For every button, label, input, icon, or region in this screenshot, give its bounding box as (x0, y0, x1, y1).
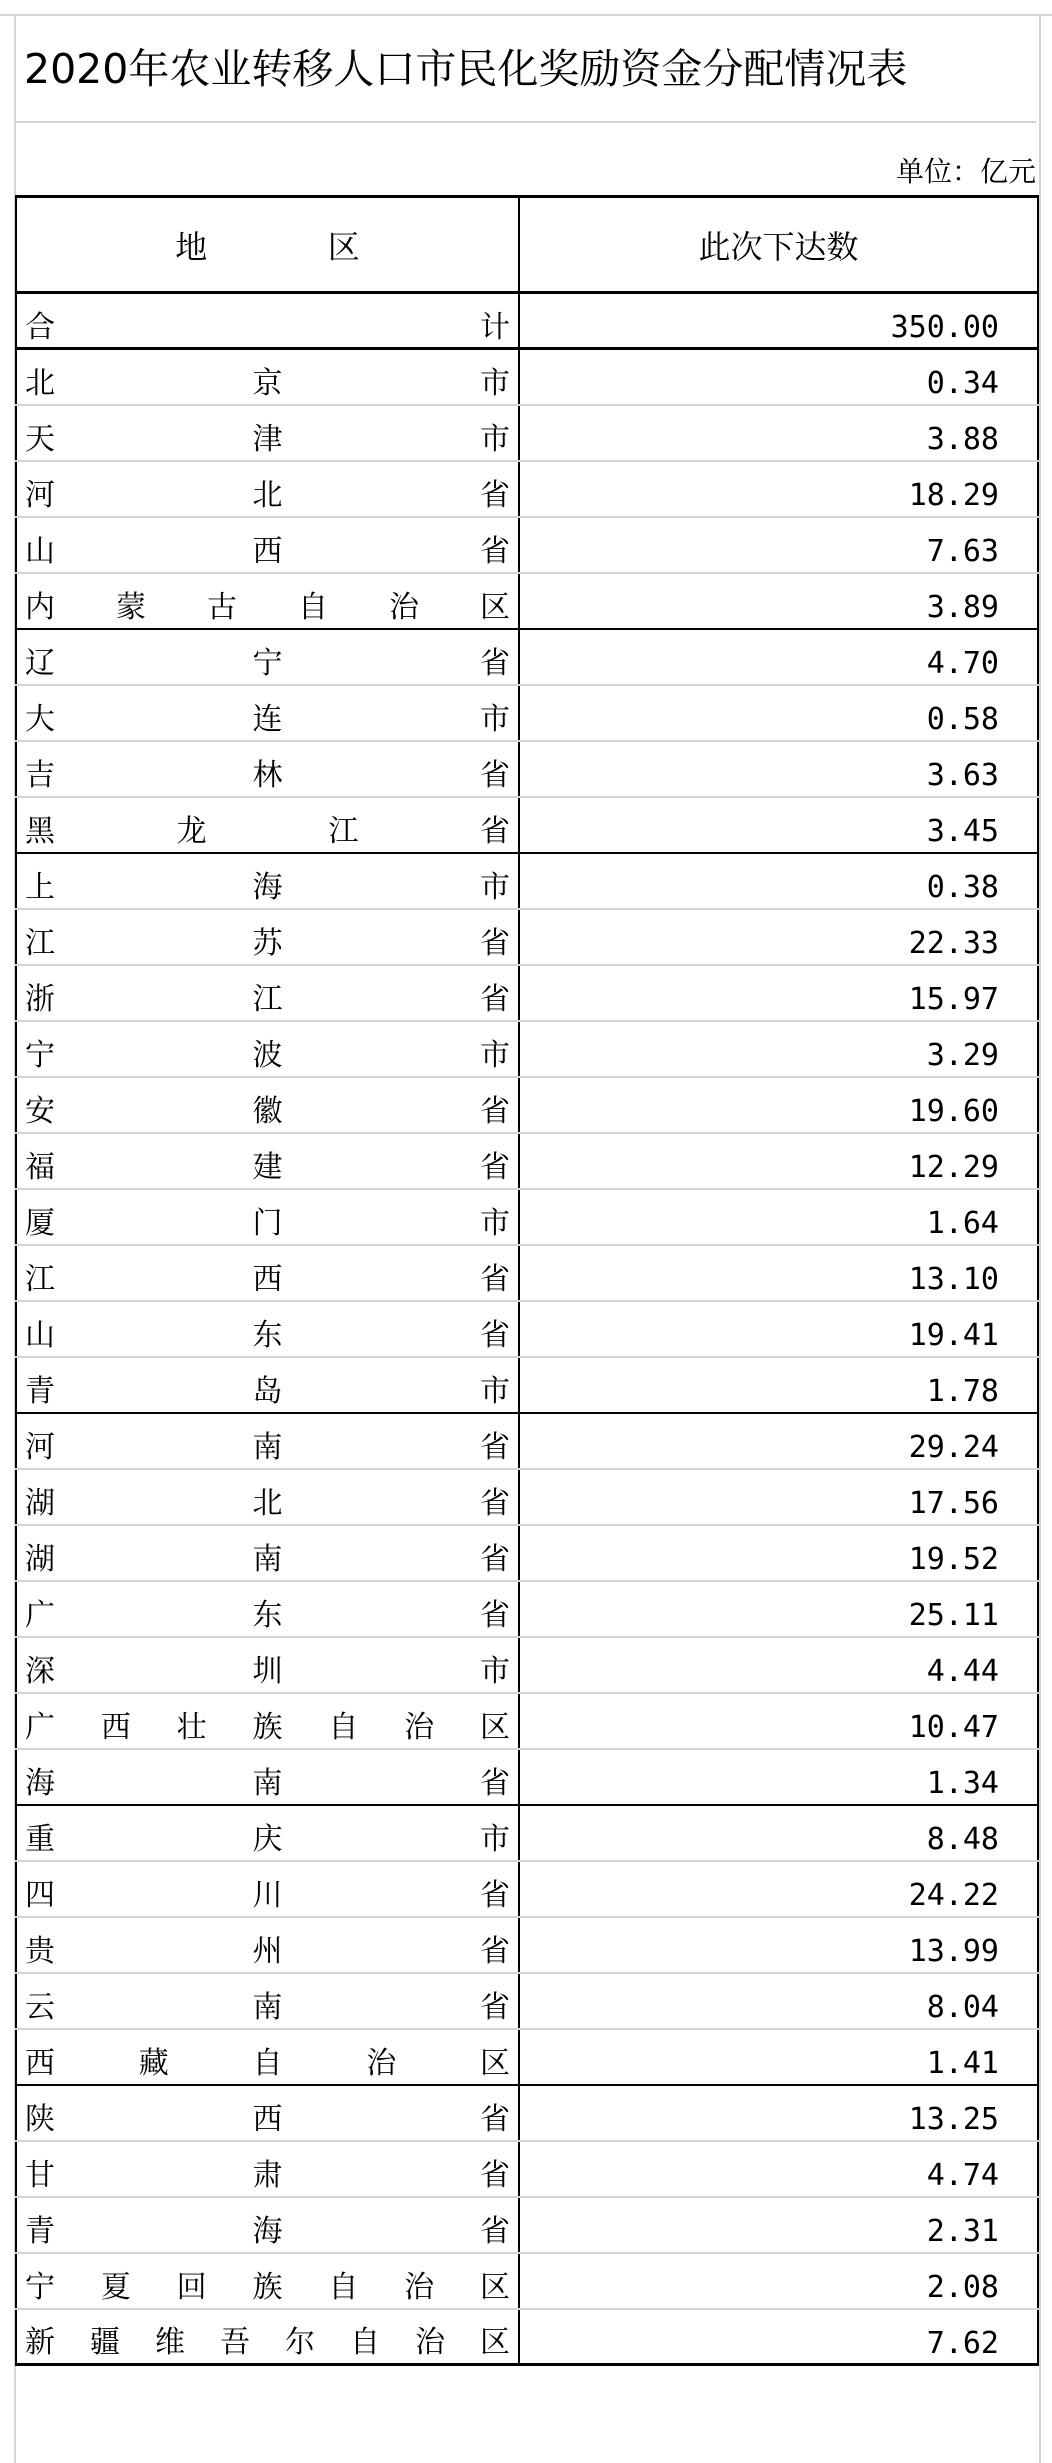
amount-cell[interactable]: 24.22 (519, 1861, 1038, 1917)
region-cell[interactable] (16, 1133, 519, 1189)
amount-cell[interactable]: 2.31 (519, 2197, 1038, 2253)
table-row (16, 461, 1038, 517)
table-row (16, 517, 1038, 573)
table-row (16, 629, 1038, 685)
table-row (16, 1301, 1038, 1357)
header-amount: 此次下达数 (519, 197, 1038, 293)
table-header-row (16, 197, 1038, 293)
table-row (16, 2141, 1038, 2197)
amount-cell[interactable]: 3.29 (519, 1021, 1038, 1077)
amount-cell[interactable]: 2.08 (519, 2253, 1038, 2309)
region-cell[interactable] (16, 965, 519, 1021)
region-cell[interactable] (16, 1581, 519, 1637)
region-cell[interactable] (16, 349, 519, 405)
amount-cell[interactable]: 13.99 (519, 1917, 1038, 1973)
region-name: 福建省 (25, 1149, 510, 1185)
table-row (16, 909, 1038, 965)
amount-cell[interactable]: 15.97 (519, 965, 1038, 1021)
region-name: 安徽省 (25, 1093, 510, 1129)
region-cell[interactable] (16, 1189, 519, 1245)
region-name: 浙江省 (25, 981, 510, 1017)
total-label-cell (16, 293, 519, 349)
table-row (16, 1637, 1038, 1693)
allocation-table (15, 195, 1039, 2366)
amount-cell[interactable]: 0.58 (519, 685, 1038, 741)
region-cell[interactable] (16, 1693, 519, 1749)
region-cell[interactable] (16, 1469, 519, 1525)
region-name: 甘肃省 (25, 2157, 510, 2193)
table-row (16, 1805, 1038, 1861)
region-cell[interactable] (16, 2197, 519, 2253)
region-cell[interactable] (16, 517, 519, 573)
table-row (16, 1077, 1038, 1133)
amount-cell[interactable]: 12.29 (519, 1133, 1038, 1189)
table-row (16, 1581, 1038, 1637)
table-row (16, 1413, 1038, 1469)
table-row (16, 1749, 1038, 1805)
table-row (16, 797, 1038, 853)
amount-cell[interactable]: 0.34 (519, 349, 1038, 405)
region-cell[interactable] (16, 405, 519, 461)
region-cell[interactable] (16, 1861, 519, 1917)
region-name: 河北省 (25, 477, 510, 513)
table-row (16, 1357, 1038, 1413)
table-row (16, 853, 1038, 909)
amount-cell[interactable]: 3.45 (519, 797, 1038, 853)
amount-cell[interactable]: 25.11 (519, 1581, 1038, 1637)
region-cell[interactable] (16, 1805, 519, 1861)
region-name: 北京市 (25, 365, 510, 401)
amount-cell[interactable]: 8.04 (519, 1973, 1038, 2029)
region-cell[interactable] (16, 573, 519, 629)
total-row (16, 293, 1038, 349)
region-name: 天津市 (25, 421, 510, 457)
region-name: 西藏自治区 (25, 2045, 510, 2081)
unit-label: 单位：亿元 (895, 155, 1036, 188)
table-row (16, 349, 1038, 405)
amount-cell[interactable]: 29.24 (519, 1413, 1038, 1469)
region-name: 湖北省 (25, 1485, 510, 1521)
table-row (16, 573, 1038, 629)
region-cell[interactable] (16, 741, 519, 797)
region-cell[interactable] (16, 797, 519, 853)
amount-cell[interactable]: 8.48 (519, 1805, 1038, 1861)
total-label: 合计 (25, 309, 510, 345)
table-row (16, 1693, 1038, 1749)
amount-cell[interactable]: 13.25 (519, 2085, 1038, 2141)
region-cell[interactable] (16, 1973, 519, 2029)
amount-cell[interactable]: 3.63 (519, 741, 1038, 797)
amount-cell[interactable]: 19.41 (519, 1301, 1038, 1357)
region-cell[interactable] (16, 1021, 519, 1077)
page-title: 2020年农业转移人口市民化奖励资金分配情况表 (16, 16, 1036, 123)
region-cell[interactable] (16, 1637, 519, 1693)
table-row (16, 741, 1038, 797)
amount-cell[interactable]: 1.78 (519, 1357, 1038, 1413)
table-row (16, 1133, 1038, 1189)
amount-cell[interactable]: 17.56 (519, 1469, 1038, 1525)
table-row (16, 2085, 1038, 2141)
amount-cell[interactable]: 10.47 (519, 1693, 1038, 1749)
table-row (16, 1917, 1038, 1973)
amount-cell[interactable]: 4.70 (519, 629, 1038, 685)
region-name: 厦门市 (25, 1205, 510, 1241)
region-name: 云南省 (25, 1989, 510, 2025)
region-name: 四川省 (25, 1877, 510, 1913)
header-region-char: 地 (175, 227, 208, 266)
region-name: 山东省 (25, 1317, 510, 1353)
region-cell[interactable] (16, 1077, 519, 1133)
table-row (16, 2253, 1038, 2309)
amount-cell[interactable]: 3.89 (519, 573, 1038, 629)
region-cell[interactable] (16, 1749, 519, 1805)
region-cell[interactable] (16, 909, 519, 965)
region-name: 深圳市 (25, 1653, 510, 1689)
region-name: 海南省 (25, 1765, 510, 1801)
table-row (16, 1189, 1038, 1245)
header-region-char: 区 (327, 227, 360, 266)
region-name: 黑龙江省 (25, 813, 510, 849)
amount-cell[interactable]: 4.74 (519, 2141, 1038, 2197)
table-row (16, 2029, 1038, 2085)
region-cell[interactable] (16, 2253, 519, 2309)
region-name: 广西壮族自治区 (25, 1709, 510, 1745)
region-cell[interactable] (16, 2085, 519, 2141)
amount-cell[interactable]: 22.33 (519, 909, 1038, 965)
region-name: 江苏省 (25, 925, 510, 961)
amount-cell[interactable]: 18.29 (519, 461, 1038, 517)
region-name: 重庆市 (25, 1821, 510, 1857)
amount-cell[interactable]: 7.62 (519, 2309, 1038, 2365)
region-cell[interactable] (16, 1357, 519, 1413)
amount-cell[interactable]: 19.60 (519, 1077, 1038, 1133)
region-cell[interactable] (16, 461, 519, 517)
region-name: 内蒙古自治区 (25, 589, 510, 625)
amount-cell[interactable]: 3.88 (519, 405, 1038, 461)
table-row (16, 1469, 1038, 1525)
region-cell[interactable] (16, 1301, 519, 1357)
region-cell[interactable] (16, 685, 519, 741)
amount-cell[interactable]: 1.41 (519, 2029, 1038, 2085)
table-row (16, 1861, 1038, 1917)
region-cell[interactable] (16, 1525, 519, 1581)
total-value: 350.00 (519, 293, 1038, 349)
table-row (16, 1021, 1038, 1077)
amount-cell[interactable]: 1.34 (519, 1749, 1038, 1805)
table-row (16, 1245, 1038, 1301)
region-name: 江西省 (25, 1261, 510, 1297)
region-name: 新疆维吾尔自治区 (25, 2325, 510, 2361)
table-row (16, 1973, 1038, 2029)
region-cell[interactable] (16, 629, 519, 685)
region-name: 河南省 (25, 1429, 510, 1465)
region-name: 山西省 (25, 533, 510, 569)
region-name: 大连市 (25, 701, 510, 737)
sheet-gridline (1039, 14, 1041, 2463)
region-cell[interactable] (16, 1413, 519, 1469)
region-name: 青岛市 (25, 1373, 510, 1409)
region-cell[interactable] (16, 853, 519, 909)
region-name: 陕西省 (25, 2101, 510, 2137)
region-cell[interactable] (16, 1245, 519, 1301)
table-row (16, 965, 1038, 1021)
region-name: 宁波市 (25, 1037, 510, 1073)
amount-cell[interactable]: 0.38 (519, 853, 1038, 909)
region-cell[interactable] (16, 2029, 519, 2085)
region-name: 青海省 (25, 2213, 510, 2249)
region-cell[interactable] (16, 2141, 519, 2197)
region-name: 贵州省 (25, 1933, 510, 1969)
region-name: 吉林省 (25, 757, 510, 793)
region-name: 湖南省 (25, 1541, 510, 1577)
amount-cell[interactable]: 1.64 (519, 1189, 1038, 1245)
amount-cell[interactable]: 13.10 (519, 1245, 1038, 1301)
region-name: 辽宁省 (25, 645, 510, 681)
table-row (16, 2197, 1038, 2253)
table-row (16, 1525, 1038, 1581)
amount-cell[interactable]: 7.63 (519, 517, 1038, 573)
table-row (16, 405, 1038, 461)
header-region (16, 197, 519, 293)
amount-cell[interactable]: 19.52 (519, 1525, 1038, 1581)
region-cell[interactable] (16, 1917, 519, 1973)
table-row (16, 2309, 1038, 2365)
region-cell[interactable] (16, 2309, 519, 2365)
region-name: 广东省 (25, 1597, 510, 1633)
table-row (16, 685, 1038, 741)
region-name: 上海市 (25, 869, 510, 905)
region-name: 宁夏回族自治区 (25, 2269, 510, 2305)
amount-cell[interactable]: 4.44 (519, 1637, 1038, 1693)
